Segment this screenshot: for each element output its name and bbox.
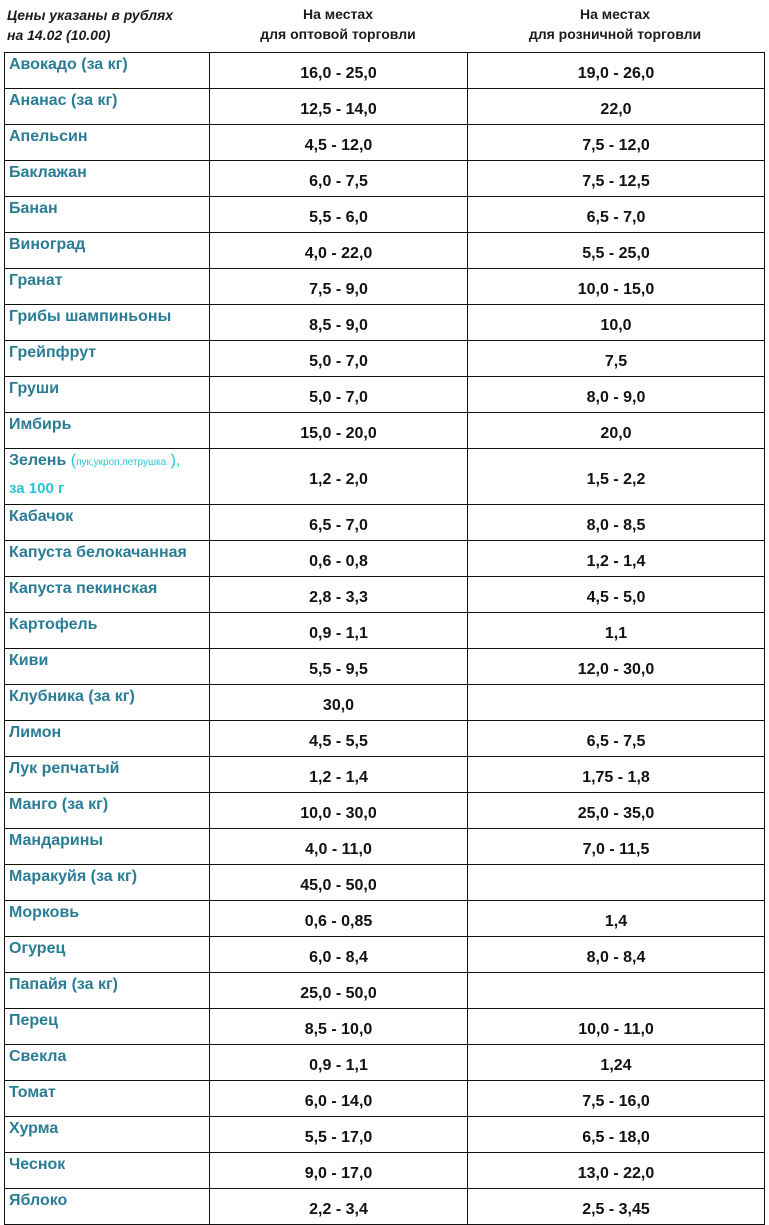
- product-name: Киви: [9, 652, 49, 669]
- product-name: Зелень: [9, 452, 67, 469]
- wholesale-price-cell: 5,0 - 7,0: [210, 377, 468, 413]
- product-name: Лук репчатый: [9, 760, 120, 777]
- product-name-cell: [5, 197, 210, 233]
- product-name-cell: [5, 1117, 210, 1153]
- product-name: Свекла: [9, 1048, 67, 1065]
- retail-price-cell: 1,24: [468, 1045, 765, 1081]
- table-row: [5, 685, 765, 721]
- table-header: [0, 0, 769, 52]
- table-row: [5, 613, 765, 649]
- retail-price-cell: [468, 973, 765, 1009]
- wholesale-price-cell: 0,9 - 1,1: [210, 613, 468, 649]
- table-row: [5, 1009, 765, 1045]
- retail-price-cell: 6,5 - 7,0: [468, 197, 765, 233]
- product-note-paren-close: ),: [166, 452, 181, 469]
- product-name-cell: [5, 305, 210, 341]
- wholesale-price-cell: 5,5 - 17,0: [210, 1117, 468, 1153]
- retail-price-cell: 1,4: [468, 901, 765, 937]
- wholesale-price-cell: 5,5 - 6,0: [210, 197, 468, 233]
- wholesale-price-cell: 9,0 - 17,0: [210, 1153, 468, 1189]
- product-name: Папайя (за кг): [9, 976, 118, 993]
- wholesale-price-cell: 7,5 - 9,0: [210, 269, 468, 305]
- product-name: Имбирь: [9, 416, 72, 433]
- product-name-cell: [5, 377, 210, 413]
- retail-price-cell: 4,5 - 5,0: [468, 577, 765, 613]
- product-name-cell: [5, 53, 210, 89]
- product-name: Манго (за кг): [9, 796, 109, 813]
- table-row: [5, 161, 765, 197]
- retail-price-cell: 6,5 - 7,5: [468, 721, 765, 757]
- table-row: [5, 541, 765, 577]
- wholesale-price-cell: 1,2 - 1,4: [210, 757, 468, 793]
- product-name-cell: [5, 1009, 210, 1045]
- retail-price-cell: 1,75 - 1,8: [468, 757, 765, 793]
- product-note-paren-open: (: [66, 452, 77, 469]
- wholesale-price-cell: 6,0 - 8,4: [210, 937, 468, 973]
- product-name-cell: [5, 125, 210, 161]
- product-name: Ананас (за кг): [9, 92, 118, 109]
- table-row: [5, 449, 765, 505]
- table-row: [5, 413, 765, 449]
- product-name-cell: [5, 901, 210, 937]
- product-name-cell: [5, 793, 210, 829]
- price-table-body: [5, 53, 765, 1225]
- wholesale-price-cell: 6,5 - 7,0: [210, 505, 468, 541]
- product-name: Маракуйя (за кг): [9, 868, 138, 885]
- product-name: Грибы шампиньоны: [9, 308, 172, 325]
- product-name: Клубника (за кг): [9, 688, 135, 705]
- product-name: Банан: [9, 200, 58, 217]
- wholesale-price-cell: 8,5 - 10,0: [210, 1009, 468, 1045]
- table-row: [5, 197, 765, 233]
- wholesale-price-cell: 1,2 - 2,0: [210, 449, 468, 505]
- table-row: [5, 757, 765, 793]
- wholesale-price-cell: 25,0 - 50,0: [210, 973, 468, 1009]
- product-name: Томат: [9, 1084, 56, 1101]
- retail-price-cell: 1,2 - 1,4: [468, 541, 765, 577]
- retail-price-cell: 7,5 - 16,0: [468, 1081, 765, 1117]
- table-row: [5, 1189, 765, 1225]
- product-name-cell: [5, 1045, 210, 1081]
- product-name-cell: [5, 973, 210, 1009]
- product-name-note: пук,укроп,петрушка: [76, 457, 167, 468]
- table-row: [5, 649, 765, 685]
- product-name-cell: [5, 449, 210, 505]
- retail-price-cell: 20,0: [468, 413, 765, 449]
- table-row: [5, 937, 765, 973]
- wholesale-price-cell: 5,0 - 7,0: [210, 341, 468, 377]
- table-row: [5, 577, 765, 613]
- table-row: [5, 1045, 765, 1081]
- product-name-cell: [5, 757, 210, 793]
- wholesale-price-cell: 15,0 - 20,0: [210, 413, 468, 449]
- wholesale-price-cell: 16,0 - 25,0: [210, 53, 468, 89]
- product-name: Перец: [9, 1012, 58, 1029]
- product-name: Апельсин: [9, 128, 88, 145]
- product-name: Лимон: [9, 724, 62, 741]
- retail-price-cell: 10,0: [468, 305, 765, 341]
- retail-price-cell: [468, 865, 765, 901]
- table-row: [5, 505, 765, 541]
- wholesale-price-cell: 2,2 - 3,4: [210, 1189, 468, 1225]
- product-name-cell: [5, 341, 210, 377]
- wholesale-price-cell: 5,5 - 9,5: [210, 649, 468, 685]
- column-header-retail-line1: На местах: [580, 6, 650, 22]
- column-header-retail: [467, 4, 763, 44]
- product-name: Авокадо (за кг): [9, 56, 128, 73]
- table-row: [5, 1081, 765, 1117]
- table-row: [5, 793, 765, 829]
- table-row: [5, 125, 765, 161]
- product-name: Виноград: [9, 236, 86, 253]
- product-name-cell: [5, 541, 210, 577]
- price-note-date: на 14.02 (10.00): [7, 27, 111, 43]
- product-name: Грейпфрут: [9, 344, 97, 361]
- retail-price-cell: 10,0 - 15,0: [468, 269, 765, 305]
- retail-price-cell: 19,0 - 26,0: [468, 53, 765, 89]
- table-row: [5, 53, 765, 89]
- product-name: Чеснок: [9, 1156, 66, 1173]
- product-name: Морковь: [9, 904, 80, 921]
- retail-price-cell: 8,0 - 9,0: [468, 377, 765, 413]
- product-name-cell: [5, 89, 210, 125]
- retail-price-cell: 13,0 - 22,0: [468, 1153, 765, 1189]
- table-row: [5, 341, 765, 377]
- price-note: [7, 5, 173, 45]
- product-name-cell: [5, 613, 210, 649]
- retail-price-cell: 25,0 - 35,0: [468, 793, 765, 829]
- product-name-cell: [5, 649, 210, 685]
- product-name-cell: [5, 1189, 210, 1225]
- wholesale-price-cell: 4,5 - 5,5: [210, 721, 468, 757]
- product-name: Мандарины: [9, 832, 104, 849]
- retail-price-cell: 8,0 - 8,5: [468, 505, 765, 541]
- retail-price-cell: 1,1: [468, 613, 765, 649]
- product-name-cell: [5, 413, 210, 449]
- column-header-wholesale: [209, 4, 467, 44]
- retail-price-cell: 22,0: [468, 89, 765, 125]
- wholesale-price-cell: 4,0 - 22,0: [210, 233, 468, 269]
- table-row: [5, 901, 765, 937]
- retail-price-cell: 8,0 - 8,4: [468, 937, 765, 973]
- wholesale-price-cell: 6,0 - 14,0: [210, 1081, 468, 1117]
- retail-price-cell: 5,5 - 25,0: [468, 233, 765, 269]
- product-name-cell: [5, 865, 210, 901]
- wholesale-price-cell: 0,6 - 0,85: [210, 901, 468, 937]
- price-table: [4, 52, 765, 1225]
- table-row: [5, 269, 765, 305]
- wholesale-price-cell: 4,5 - 12,0: [210, 125, 468, 161]
- table-row: [5, 377, 765, 413]
- wholesale-price-cell: 10,0 - 30,0: [210, 793, 468, 829]
- product-name-cell: [5, 685, 210, 721]
- wholesale-price-cell: 2,8 - 3,3: [210, 577, 468, 613]
- table-row: [5, 1153, 765, 1189]
- product-name: Хурма: [9, 1120, 59, 1137]
- product-name: Капуста белокачанная: [9, 544, 187, 561]
- product-name: Гранат: [9, 272, 63, 289]
- wholesale-price-cell: 45,0 - 50,0: [210, 865, 468, 901]
- wholesale-price-cell: 0,9 - 1,1: [210, 1045, 468, 1081]
- column-header-wholesale-line2: для оптовой торговли: [260, 26, 416, 42]
- table-row: [5, 1117, 765, 1153]
- wholesale-price-cell: 4,0 - 11,0: [210, 829, 468, 865]
- retail-price-cell: 7,0 - 11,5: [468, 829, 765, 865]
- table-row: [5, 829, 765, 865]
- table-row: [5, 865, 765, 901]
- product-name-cell: [5, 721, 210, 757]
- table-row: [5, 89, 765, 125]
- table-row: [5, 305, 765, 341]
- product-name-cell: [5, 577, 210, 613]
- retail-price-cell: 7,5 - 12,5: [468, 161, 765, 197]
- product-name: Яблоко: [9, 1192, 68, 1209]
- wholesale-price-cell: 8,5 - 9,0: [210, 305, 468, 341]
- wholesale-price-cell: 6,0 - 7,5: [210, 161, 468, 197]
- column-header-retail-line2: для розничной торговли: [528, 26, 702, 42]
- product-name: Капуста пекинская: [9, 580, 158, 597]
- retail-price-cell: 7,5 - 12,0: [468, 125, 765, 161]
- product-name: Груши: [9, 380, 60, 397]
- product-name-unit: за 100 г: [9, 480, 65, 497]
- product-name-cell: [5, 1081, 210, 1117]
- retail-price-cell: 10,0 - 11,0: [468, 1009, 765, 1045]
- table-row: [5, 721, 765, 757]
- retail-price-cell: [468, 685, 765, 721]
- product-name: Кабачок: [9, 508, 74, 525]
- product-name-cell: [5, 161, 210, 197]
- column-header-wholesale-line1: На местах: [303, 6, 373, 22]
- product-name-cell: [5, 505, 210, 541]
- retail-price-cell: 1,5 - 2,2: [468, 449, 765, 505]
- wholesale-price-cell: 12,5 - 14,0: [210, 89, 468, 125]
- wholesale-price-cell: 30,0: [210, 685, 468, 721]
- retail-price-cell: 2,5 - 3,45: [468, 1189, 765, 1225]
- product-name-cell: [5, 269, 210, 305]
- retail-price-cell: 6,5 - 18,0: [468, 1117, 765, 1153]
- product-name-cell: [5, 937, 210, 973]
- product-name: Огурец: [9, 940, 66, 957]
- retail-price-cell: 7,5: [468, 341, 765, 377]
- product-name: Картофель: [9, 616, 98, 633]
- table-row: [5, 233, 765, 269]
- table-row: [5, 973, 765, 1009]
- product-name-cell: [5, 1153, 210, 1189]
- price-note-currency: Цены указаны в рублях: [7, 7, 174, 23]
- wholesale-price-cell: 0,6 - 0,8: [210, 541, 468, 577]
- product-name: Баклажан: [9, 164, 87, 181]
- product-name-cell: [5, 233, 210, 269]
- product-name-cell: [5, 829, 210, 865]
- retail-price-cell: 12,0 - 30,0: [468, 649, 765, 685]
